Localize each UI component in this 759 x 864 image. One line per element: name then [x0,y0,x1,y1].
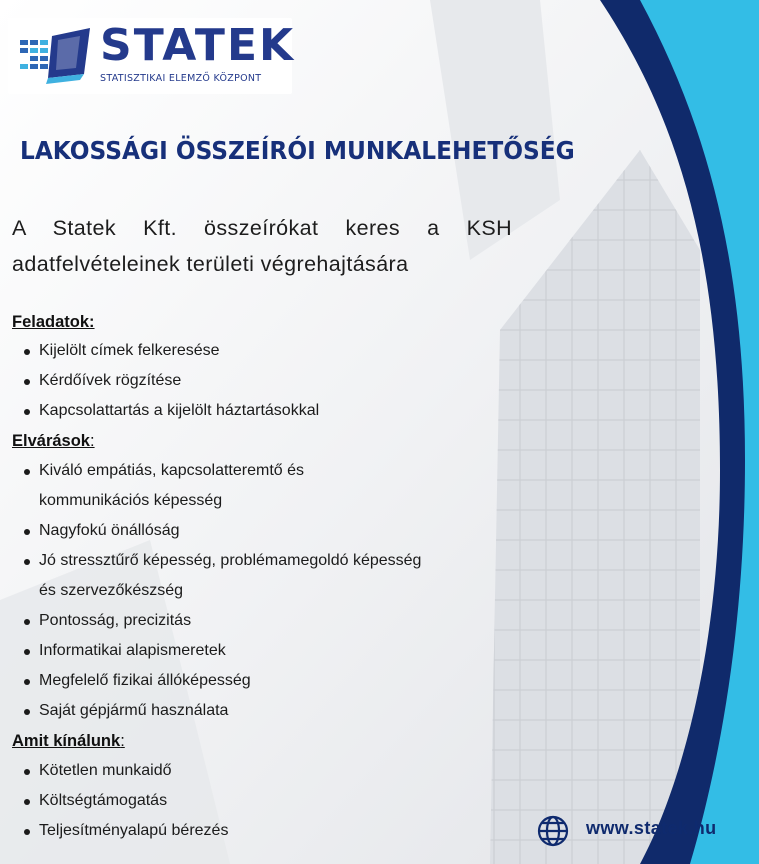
requirements-list [12,456,519,726]
list-item: Kapcsolattartás a kijelölt háztartásokkal [12,396,519,426]
list-item: Kiváló empátiás, kapcsolatteremtő és kommunikációs képesség [12,456,369,516]
list-item: Nagyfokú önállóság [12,516,519,546]
statek-logo [8,18,296,94]
list-item: Informatikai alapismeretek [12,636,519,666]
requirements-heading: Elvárások: [12,432,95,450]
list-item: Megfelelő fizikai állóképesség [12,666,519,696]
page-title: LAKOSSÁGI ÖSSZEÍRÓI MUNKALEHETŐSÉG [20,136,575,165]
tasks-heading: Feladatok: [12,313,95,331]
list-item: Költségtámogatás [12,786,519,816]
list-item: Kijelölt címek felkeresése [12,336,519,366]
globe-icon [536,814,570,848]
statek-logo-icon [8,18,98,94]
intro-text: A Statek Kft. összeírókat keres a KSH adatfelvételeinek területi végrehajtására [12,216,512,276]
offer-heading: Amit kínálunk: [12,732,125,750]
list-item: Kötetlen munkaidő [12,756,519,786]
offer-list [12,756,519,846]
list-item: Jó stressztűrő képesség, problémamegoldó képesség és szervezőkészség [12,546,439,606]
website-link[interactable]: www.statek.hu [586,818,717,838]
list-item: Kérdőívek rögzítése [12,366,519,396]
list-item: Saját gépjármű használata [12,696,519,726]
logo-wordmark: STATEK [100,20,296,71]
tasks-list [12,336,519,426]
list-item: Pontosság, precizitás [12,606,519,636]
list-item: Teljesítményalapú bérezés [12,816,519,846]
logo-tagline: STATISZTIKAI ELEMZŐ KÖZPONT [100,73,262,84]
